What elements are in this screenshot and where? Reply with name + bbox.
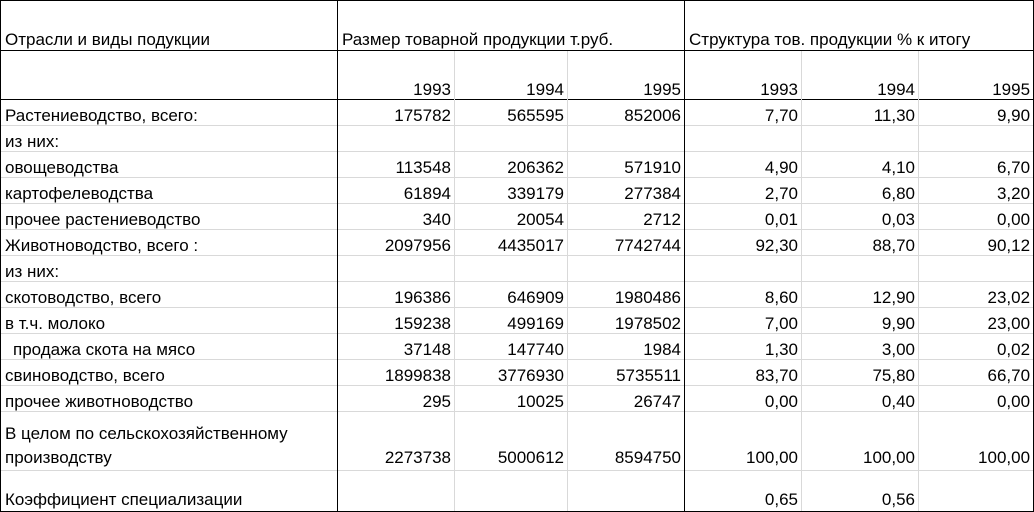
row-value: 37148 <box>338 334 455 360</box>
row-value: 1978502 <box>568 308 685 334</box>
row-label: овощеводства <box>1 152 338 178</box>
header-production-size: Размер товарной продукции т.руб. <box>338 1 685 51</box>
row-value: 1984 <box>568 334 685 360</box>
row-value: 646909 <box>455 282 568 308</box>
row-label: Животноводство, всего : <box>1 230 338 256</box>
table-row <box>1 282 1034 308</box>
row-value: 83,70 <box>685 360 802 386</box>
row-value: 75,80 <box>802 360 919 386</box>
row-value: 113548 <box>338 152 455 178</box>
row-value: 0,56 <box>802 471 919 512</box>
row-label: из них: <box>1 256 338 282</box>
table-row <box>1 230 1034 256</box>
row-value: 0,01 <box>685 204 802 230</box>
table-row <box>1 100 1034 126</box>
row-value: 23,02 <box>919 282 1034 308</box>
table-row <box>1 334 1034 360</box>
row-value <box>919 256 1034 282</box>
row-value: 66,70 <box>919 360 1034 386</box>
row-value: 147740 <box>455 334 568 360</box>
table-row <box>1 308 1034 334</box>
row-value: 2712 <box>568 204 685 230</box>
table-row <box>1 360 1034 386</box>
table-row <box>1 152 1034 178</box>
row-value: 852006 <box>568 100 685 126</box>
row-value <box>568 471 685 512</box>
row-value: 277384 <box>568 178 685 204</box>
row-value: 23,00 <box>919 308 1034 334</box>
row-label: Растениеводство, всего: <box>1 100 338 126</box>
row-value: 0,65 <box>685 471 802 512</box>
row-value <box>338 256 455 282</box>
row-value: 1,30 <box>685 334 802 360</box>
row-value: 175782 <box>338 100 455 126</box>
row-value: 4,10 <box>802 152 919 178</box>
row-value: 3,20 <box>919 178 1034 204</box>
row-value <box>338 471 455 512</box>
row-value: 7742744 <box>568 230 685 256</box>
row-value: 7,00 <box>685 308 802 334</box>
row-value <box>919 126 1034 152</box>
row-value: 5000612 <box>455 412 568 471</box>
year-header: 1995 <box>568 51 685 100</box>
row-value: 0,03 <box>802 204 919 230</box>
row-value: 20054 <box>455 204 568 230</box>
row-value: 10025 <box>455 386 568 412</box>
row-value: 9,90 <box>802 308 919 334</box>
row-value: 196386 <box>338 282 455 308</box>
table-row <box>1 471 1034 512</box>
year-header: 1994 <box>802 51 919 100</box>
row-value: 5735511 <box>568 360 685 386</box>
row-value <box>802 126 919 152</box>
year-header: 1995 <box>919 51 1034 100</box>
row-value: 295 <box>338 386 455 412</box>
row-value: 3776930 <box>455 360 568 386</box>
row-value: 90,12 <box>919 230 1034 256</box>
table-row <box>1 386 1034 412</box>
row-value <box>568 256 685 282</box>
row-value: 88,70 <box>802 230 919 256</box>
table-row <box>1 412 1034 471</box>
row-value <box>685 256 802 282</box>
row-value: 565595 <box>455 100 568 126</box>
row-value: 26747 <box>568 386 685 412</box>
row-label: В целом по сельскохозяйственному производству <box>1 412 338 471</box>
table-row <box>1 178 1034 204</box>
year-header: 1993 <box>338 51 455 100</box>
header-spacer <box>1 51 338 100</box>
row-value <box>455 471 568 512</box>
row-value: 1899838 <box>338 360 455 386</box>
row-value: 2273738 <box>338 412 455 471</box>
row-label: прочее растениеводство <box>1 204 338 230</box>
table-row <box>1 204 1034 230</box>
row-label: продажа скота на мясо <box>1 334 338 360</box>
row-label: картофелеводства <box>1 178 338 204</box>
row-value <box>685 126 802 152</box>
table-row <box>1 256 1034 282</box>
row-value: 0,40 <box>802 386 919 412</box>
row-label: скотоводство, всего <box>1 282 338 308</box>
row-value: 0,00 <box>919 386 1034 412</box>
row-value: 6,80 <box>802 178 919 204</box>
row-value: 11,30 <box>802 100 919 126</box>
row-value: 6,70 <box>919 152 1034 178</box>
row-value: 571910 <box>568 152 685 178</box>
row-label: прочее животноводство <box>1 386 338 412</box>
year-header: 1994 <box>455 51 568 100</box>
row-value: 1980486 <box>568 282 685 308</box>
row-value: 159238 <box>338 308 455 334</box>
row-value: 3,00 <box>802 334 919 360</box>
row-value: 2,70 <box>685 178 802 204</box>
row-value: 100,00 <box>685 412 802 471</box>
row-value: 12,90 <box>802 282 919 308</box>
row-value: 0,02 <box>919 334 1034 360</box>
row-value: 8594750 <box>568 412 685 471</box>
table-row <box>1 126 1034 152</box>
row-value: 7,70 <box>685 100 802 126</box>
row-value: 100,00 <box>919 412 1034 471</box>
row-value: 100,00 <box>802 412 919 471</box>
row-value: 4,90 <box>685 152 802 178</box>
row-value: 61894 <box>338 178 455 204</box>
row-value: 340 <box>338 204 455 230</box>
row-label: Коэффициент специализации <box>1 471 338 512</box>
row-value: 2097956 <box>338 230 455 256</box>
row-value: 339179 <box>455 178 568 204</box>
row-value <box>338 126 455 152</box>
row-label: в т.ч. молоко <box>1 308 338 334</box>
row-value: 0,00 <box>919 204 1034 230</box>
row-value: 92,30 <box>685 230 802 256</box>
row-label: свиноводство, всего <box>1 360 338 386</box>
row-value: 9,90 <box>919 100 1034 126</box>
row-value <box>455 126 568 152</box>
row-value <box>455 256 568 282</box>
row-value <box>802 256 919 282</box>
row-label: из них: <box>1 126 338 152</box>
row-value: 8,60 <box>685 282 802 308</box>
year-header: 1993 <box>685 51 802 100</box>
row-value: 206362 <box>455 152 568 178</box>
row-value: 499169 <box>455 308 568 334</box>
header-production-structure: Структура тов. продукции % к итогу <box>685 1 1034 51</box>
row-value <box>919 471 1034 512</box>
row-value: 4435017 <box>455 230 568 256</box>
header-sector: Отрасли и виды подукции <box>1 1 338 51</box>
row-value: 0,00 <box>685 386 802 412</box>
row-value <box>568 126 685 152</box>
